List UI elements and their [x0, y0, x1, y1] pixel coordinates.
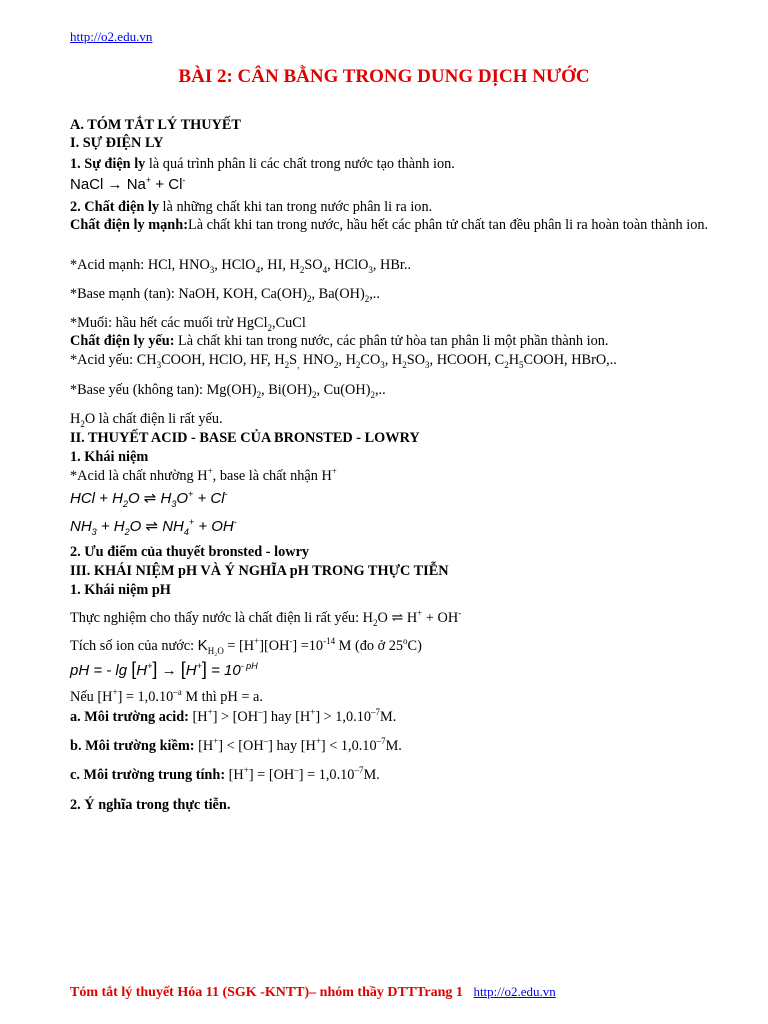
weak-electrolyte: Chất điện ly yếu: Là chất khi tan trong nước, các phân tử hòa tan phân li một phần thành ion.	[70, 333, 609, 349]
acid-environment: a. Môi trường acid: [H+] > [OH–] hay $[H^+] > 1,0.10^{-7}M$.	[70, 707, 397, 725]
neutral-environment: c. Môi trường trung tính: $[H^+] = [OH^-] = 1,0.10^{-7}M$.	[70, 765, 380, 783]
section-2-1-heading: 1. Khái niệm	[70, 449, 149, 465]
weak-bases: *Base yếu (không tan): $Mg(OH)_2$, $Bi(OH)_2$, $Cu(OH)_2$,..	[70, 382, 386, 400]
definition-electrolyte: 2. Chất điện ly là những chất khi tan trong nước phân li ra ion.	[70, 199, 433, 215]
strong-acids: *Acid mạnh: HCl, $HNO_3$, HClO$_4$, HI, $H_2SO_4$, HClO$_3$, HBr..	[70, 257, 412, 275]
footer-link[interactable]: http://o2.edu.vn	[473, 984, 556, 999]
ph-definition: Nếu $[H^+] = 1,0.10^{-a}$ M thì pH = a.	[70, 687, 263, 705]
equation-hcl: HCl + $H_2O$ ⇌ $H_3O^+ + Cl^-$	[70, 489, 228, 509]
footer-text: Tóm tắt lý thuyết Hóa 11 (SGK -KNTT)– nhóm thầy DTTTrang 1	[70, 985, 463, 1000]
equation-nacl: NaCl → Na+ + Cl-	[70, 175, 186, 193]
equation-ph: pH = - $\lg [H^+] \to [H^+] = 10^{- pH}$	[70, 659, 258, 679]
strong-electrolyte: Chất điện ly mạnh:Là chất khi tan trong nước, hầu hết các phân tử chất tan đều phân li ra hoàn toàn thành ion.	[70, 217, 709, 233]
weak-acids: *Acid yếu: $CH_3COOH$, HClO, HF, $H_2S_,$ $HNO_2$, $H_2CO_3$, $H_2SO_3$, HCOOH, $C_2H_5COOH$, HBrO,..	[70, 352, 617, 370]
section-a-heading: A. TÓM TẮT LÝ THUYẾT	[70, 117, 241, 133]
strong-bases: *Base mạnh (tan): NaOH, KOH, $Ca(OH)_2$, $Ba(OH)_2$,..	[70, 286, 380, 304]
section-3-2-heading: 2. Ý nghĩa trong thực tiễn.	[70, 797, 231, 813]
section-2-2-heading: 2. Ưu điểm của thuyết bronsted - lowry	[70, 544, 310, 560]
base-environment: b. Môi trường kiềm: [H+] < [OH–] hay $[H^+] < 1,0.10^{-7}M$.	[70, 736, 402, 754]
section-1-heading: I. SỰ ĐIỆN LY	[70, 135, 164, 151]
section-3-1-heading: 1. Khái niệm pH	[70, 582, 171, 598]
header-link[interactable]: http://o2.edu.vn	[70, 29, 153, 44]
salts: *Muối: hầu hết các muối trừ HgCl$_2$,CuCl	[70, 315, 306, 333]
page-footer	[70, 984, 556, 1001]
water-ion-product: Tích số ion của nước: $K_{H_2O} = [H^+][OH^-] =10^{-14}$ M (đo ở 25$^o$C)	[70, 636, 422, 656]
water-electrolyte: $H_2O$ là chất điện li rất yếu.	[70, 411, 223, 429]
water-ionization: Thực nghiệm cho thấy nước là chất điện li rất yếu: $H_2O$ ⇌ H+ + OH-	[70, 608, 462, 628]
page-title: BÀI 2: CÂN BẰNG TRONG DUNG DỊCH NƯỚC	[178, 66, 590, 87]
acid-base-definition: *Acid là chất nhường H+, base là chất nhận H+	[70, 466, 337, 484]
equation-nh3: $NH_3 + H_2O$ ⇌ $NH_4^+ + OH^-$	[70, 517, 237, 537]
definition-electrolysis: 1. Sự điện ly là quá trình phân li các chất trong nước tạo thành ion.	[70, 156, 455, 172]
section-3-heading: III. KHÁI NIỆM pH VÀ Ý NGHĨA pH TRONG THỰC TIỄN	[70, 563, 449, 579]
section-2-heading: II. THUYẾT ACID - BASE CỦA BRONSTED - LOWRY	[70, 430, 420, 446]
